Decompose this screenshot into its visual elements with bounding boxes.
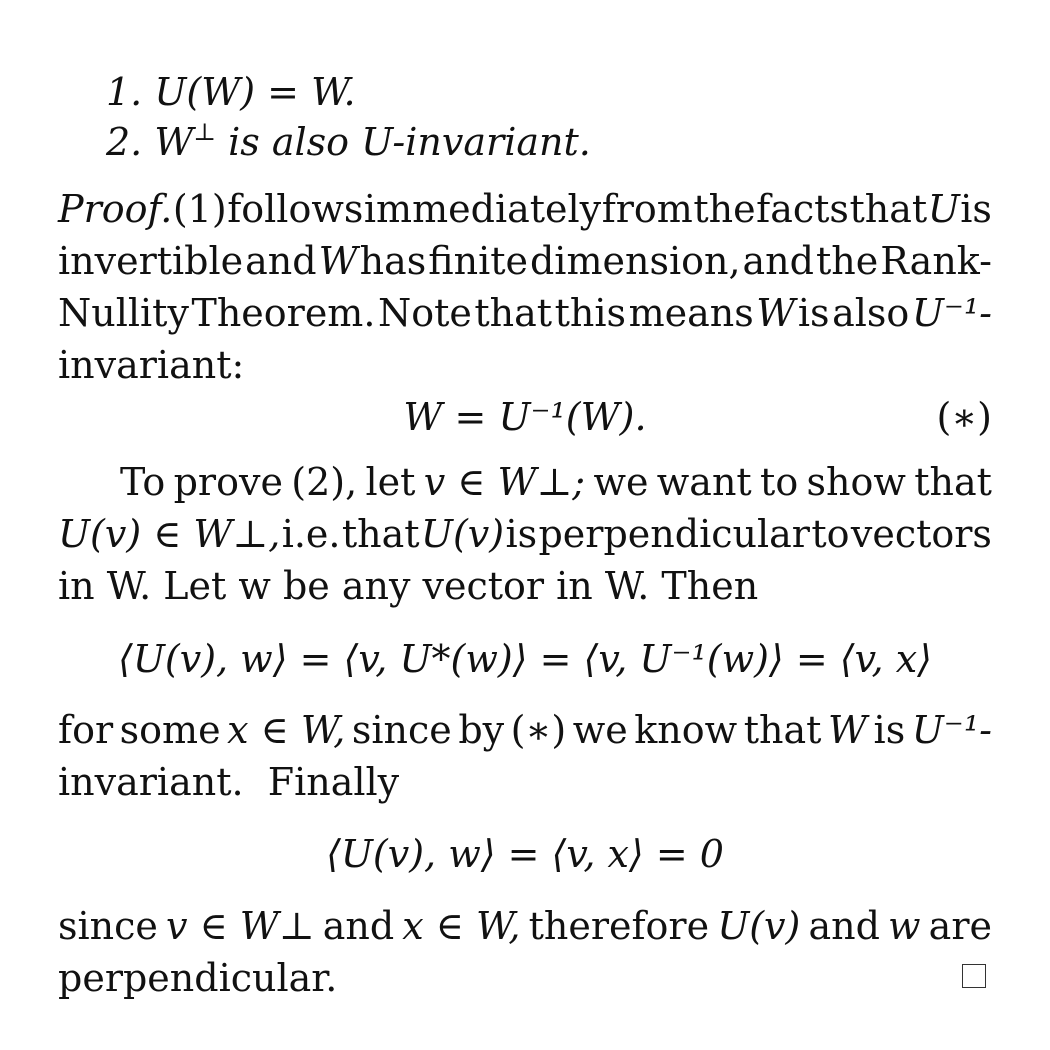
word: the (815, 239, 879, 283)
word: facts (756, 187, 849, 231)
math-symbol: W (318, 239, 358, 283)
math-expression: U(v) (420, 512, 505, 556)
word: finite (428, 239, 528, 283)
inner-product-equation: ⟨U(v), w⟩ = ⟨v, U*(w)⟩ = ⟨v, U⁻¹(w)⟩ = ⟨v, x⟩ (118, 637, 932, 681)
proof-line-8: in W. Let w be any vector in W. Then (58, 564, 759, 608)
word: that (849, 187, 928, 231)
word: to (811, 512, 850, 556)
perp-symbol: ⊥ (193, 118, 216, 146)
item-text: is also U-invariant. (216, 120, 591, 164)
proof-line-1 (58, 185, 992, 233)
word: some (119, 708, 221, 752)
word: that (474, 291, 553, 335)
word: prove (173, 460, 283, 504)
math-expression: v ∈ W⊥; (423, 460, 586, 504)
word: vectors (850, 512, 992, 556)
math-expression: x ∈ W, (227, 708, 346, 752)
word: to (760, 460, 799, 504)
proof-line-4: invariant: (58, 343, 245, 387)
math-symbol: U (927, 187, 960, 231)
proof-line-3 (58, 289, 992, 337)
word: that (743, 708, 822, 752)
word: means (628, 291, 754, 335)
word: since (351, 708, 452, 752)
word: (1) (172, 187, 227, 231)
word: follows (227, 187, 364, 231)
theorem-item-1 (106, 68, 356, 116)
word: has (359, 239, 427, 283)
math-symbol: W (756, 291, 796, 335)
word: is (797, 291, 830, 335)
word: are (928, 904, 992, 948)
item-number: 2. (106, 120, 143, 164)
proof-line-13 (58, 902, 992, 950)
proof-line-6 (120, 458, 992, 506)
theorem-item-2 (106, 118, 591, 166)
word: invertible (58, 239, 244, 283)
qed-square-icon (962, 964, 986, 988)
word: by (458, 708, 505, 752)
word: and (245, 239, 317, 283)
proof-line-11: invariant. Finally (58, 760, 400, 804)
word: this (554, 291, 627, 335)
word: (2), (291, 460, 358, 504)
word: perpendicular (538, 512, 810, 556)
math-symbol: U⁻¹- (911, 708, 992, 752)
proof-label: Proof. (58, 187, 173, 231)
zero-inner-product-equation: ⟨U(v), w⟩ = ⟨v, x⟩ = 0 (326, 832, 724, 876)
word: also (832, 291, 910, 335)
word: is (505, 512, 538, 556)
word: immediately (363, 187, 602, 231)
item-number: 1. (106, 70, 143, 114)
proof-line-14: perpendicular. (58, 956, 338, 1000)
math-symbol: w (888, 904, 921, 948)
word: since (58, 904, 158, 948)
equation-star: W = U⁻¹(W). (403, 395, 647, 439)
word: we (593, 460, 649, 504)
math-expression: v ∈ W⊥ (166, 904, 315, 948)
word: know (634, 708, 738, 752)
word: To (120, 460, 166, 504)
proof-line-2 (58, 237, 992, 285)
math-symbol: W (827, 708, 867, 752)
word: want (656, 460, 752, 504)
word: Rank- (880, 239, 992, 283)
word: therefore (528, 904, 710, 948)
word: Nullity (58, 291, 189, 335)
word: and (742, 239, 814, 283)
word: the (693, 187, 756, 231)
word: Theorem. (191, 291, 376, 335)
word: and (322, 904, 395, 948)
word: and (808, 904, 880, 948)
word: let (365, 460, 416, 504)
math-expression: U(v) (717, 904, 801, 948)
word: from (601, 187, 693, 231)
word: is (873, 708, 906, 752)
proof-line-7 (58, 510, 992, 558)
word: dimension, (529, 239, 741, 283)
item-math: W (154, 120, 194, 164)
word: (∗) (510, 708, 567, 752)
word: we (572, 708, 628, 752)
word: i.e. (281, 512, 341, 556)
equation-tag: (∗) (936, 395, 992, 439)
proof-line-10 (58, 706, 992, 754)
word: that (341, 512, 420, 556)
word: show (806, 460, 906, 504)
word: for (58, 708, 114, 752)
math-expression: U(v) ∈ W⊥, (58, 512, 281, 556)
math-expression: x ∈ W, (402, 904, 521, 948)
item-math: U(W) = W. (154, 70, 356, 114)
word: Note (377, 291, 472, 335)
word: is (960, 187, 992, 231)
math-symbol: U⁻¹- (911, 291, 992, 335)
word: that (914, 460, 992, 504)
